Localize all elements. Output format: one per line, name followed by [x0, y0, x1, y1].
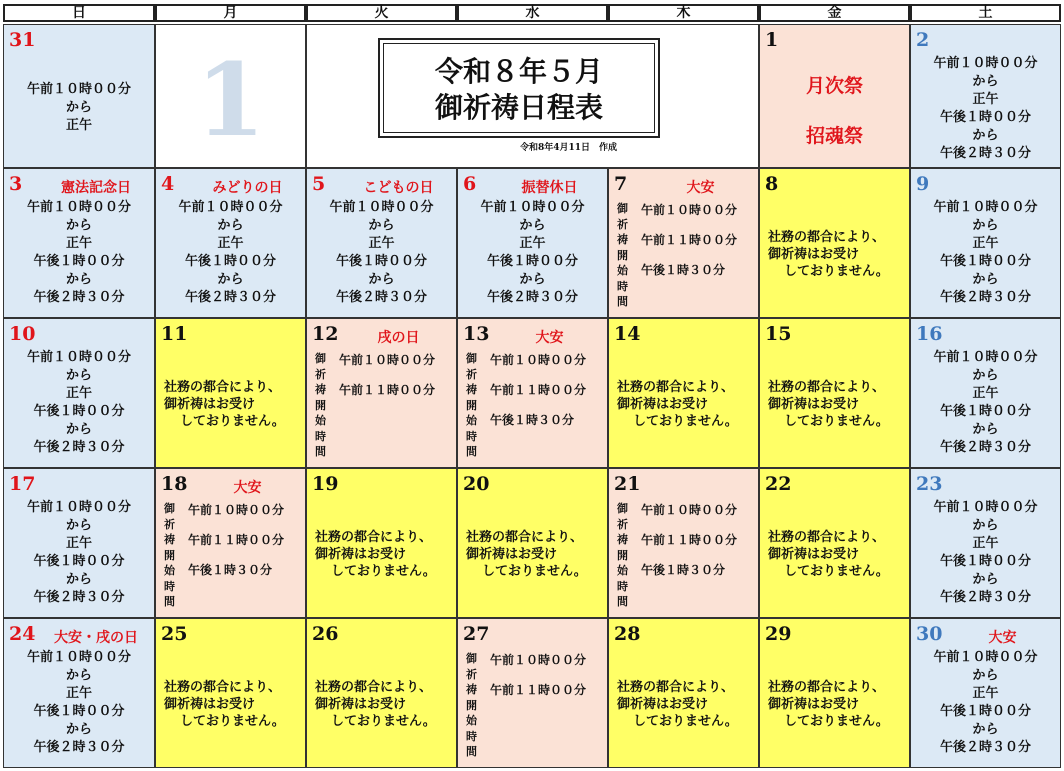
schedule-line: 正午 [972, 386, 999, 401]
schedule-line: 午後２時３０分 [939, 590, 1031, 605]
day-number: 9 [916, 173, 930, 195]
day-number: 14 [614, 323, 641, 345]
day-label: 振替休日 [521, 180, 578, 196]
vert-char: 始 [466, 414, 477, 427]
schedule-times [911, 499, 1060, 607]
closed-line: 社務の都合により、 [768, 380, 886, 395]
closed-line: 社務の都合により、 [164, 380, 282, 395]
vert-char: 始 [617, 564, 628, 577]
schedule-times [911, 199, 1060, 307]
day-cell-27 [457, 618, 608, 768]
schedule-line: 午前１０時００分 [26, 200, 131, 215]
weekday-header-tue: 火 [306, 4, 457, 22]
day-cell-13 [457, 318, 608, 468]
vert-char: 祈 [617, 517, 628, 531]
closed-notice [768, 229, 905, 280]
vert-char: 祈 [466, 367, 477, 381]
closed-line: しておりません。 [784, 564, 889, 579]
schedule-line: から [519, 272, 546, 287]
day-label: 大安・戌の日 [54, 630, 138, 646]
closed-line: しておりません。 [331, 564, 436, 579]
day-cell-25 [155, 618, 306, 768]
schedule-line: 午後２時３０分 [184, 290, 276, 305]
schedule-line: から [972, 422, 999, 437]
vert-char: 時 [466, 729, 477, 743]
schedule-line: から [65, 368, 92, 383]
closed-notice [768, 529, 905, 580]
schedule-line: 正午 [368, 236, 395, 251]
day-number: 10 [9, 323, 36, 345]
start-time-label [315, 351, 327, 460]
big-day-number: 1 [195, 41, 266, 159]
schedule-line: 正午 [217, 236, 244, 251]
day-number: 18 [161, 473, 188, 495]
schedule-line: 正午 [519, 236, 546, 251]
vert-char: 時 [164, 579, 175, 593]
day-cell-24 [3, 618, 155, 768]
schedule-line: 午後２時３０分 [33, 440, 125, 455]
vert-char: 間 [617, 595, 628, 608]
schedule-line: 午前１０時００分 [178, 200, 283, 215]
closed-line: 社務の都合により、 [768, 230, 886, 245]
vert-char: 間 [466, 445, 477, 458]
vert-char: 開 [617, 548, 628, 562]
schedule-line: から [368, 218, 395, 233]
day-number: 28 [614, 623, 641, 645]
start-time: 午前１０時００分 [188, 503, 285, 517]
day-number: 26 [312, 623, 339, 645]
day-cell-22 [759, 468, 910, 618]
closed-line: しておりません。 [180, 714, 285, 729]
start-time-label [466, 651, 478, 760]
vert-char: 始 [617, 264, 628, 277]
closed-line: 社務の都合により、 [164, 680, 282, 695]
closed-notice [164, 679, 301, 730]
schedule-line: 午前１０時００分 [26, 350, 131, 365]
schedule-line: 正午 [972, 536, 999, 551]
schedule-line: 午後１時００分 [184, 254, 276, 269]
closed-notice [466, 529, 603, 580]
closed-notice [768, 679, 905, 730]
day-number: 5 [312, 173, 326, 195]
closed-line: しておりません。 [784, 414, 889, 429]
schedule-line: 午後２時３０分 [939, 740, 1031, 755]
day-number: 24 [9, 623, 36, 645]
schedule-line: から [65, 722, 92, 737]
title-inner [383, 43, 655, 133]
vert-char: 間 [466, 745, 477, 758]
day-number: 1 [765, 29, 779, 51]
start-time: 午前１０時００分 [641, 203, 738, 217]
day-number: 31 [9, 29, 36, 51]
start-time: 午前１１時００分 [641, 233, 738, 247]
schedule-line: 正午 [65, 118, 92, 133]
closed-notice [315, 529, 452, 580]
day-number: 17 [9, 473, 36, 495]
start-time: 午後１時３０分 [641, 263, 726, 277]
closed-notice [768, 379, 905, 430]
day-label: 憲法記念日 [61, 180, 131, 196]
schedule-line: 正午 [65, 386, 92, 401]
schedule-line: から [972, 572, 999, 587]
schedule-line: 午後１時００分 [33, 554, 125, 569]
start-time-list [188, 503, 284, 593]
day-cell-2 [910, 24, 1061, 168]
schedule-line: 午後２時３０分 [939, 290, 1031, 305]
vert-char: 祷 [466, 383, 477, 396]
vert-char: 時 [617, 579, 628, 593]
vert-char: 祷 [315, 383, 326, 396]
schedule-line: から [65, 668, 92, 683]
vert-char: 御 [466, 652, 477, 665]
closed-notice [315, 679, 452, 730]
day-cell-18 [155, 468, 306, 618]
day-cell-20 [457, 468, 608, 618]
weekday-header-sat: 土 [910, 4, 1061, 22]
day-label: 大安 [233, 480, 262, 496]
closed-line: しておりません。 [784, 714, 889, 729]
schedule-line: 午後２時３０分 [33, 590, 125, 605]
vert-char: 祈 [315, 367, 326, 381]
day-label: こどもの日 [363, 180, 434, 196]
schedule-times [4, 349, 154, 457]
schedule-times [4, 199, 154, 307]
vert-char: 時 [466, 429, 477, 443]
day-number: 15 [765, 323, 792, 345]
schedule-line: から [972, 218, 999, 233]
schedule-line: 正午 [65, 236, 92, 251]
day-cell-21 [608, 468, 759, 618]
vert-char: 間 [164, 595, 175, 608]
schedule-line: 午後１時００分 [33, 254, 125, 269]
start-time: 午前１１時００分 [641, 533, 738, 547]
start-time: 午前１０時００分 [641, 503, 738, 517]
vert-char: 御 [164, 502, 175, 515]
day-label: 大安 [686, 180, 715, 196]
schedule-line: 午後１時００分 [33, 704, 125, 719]
schedule-times [4, 649, 154, 757]
vert-char: 御 [315, 352, 326, 365]
day-cell-6 [457, 168, 608, 318]
schedule-line: 正午 [65, 686, 92, 701]
start-time: 午前１０時００分 [339, 353, 436, 367]
title-line2: 御祈祷日程表 [434, 91, 603, 124]
schedule-line: から [972, 74, 999, 89]
title-box [378, 38, 660, 138]
vert-char: 御 [617, 502, 628, 515]
closed-line: 御祈祷はお受け [466, 547, 558, 562]
weekday-header-wed: 水 [457, 4, 608, 22]
start-time: 午前１１時００分 [188, 533, 285, 547]
weekday-header-sun: 日 [3, 4, 155, 22]
schedule-line: 正午 [972, 686, 999, 701]
vert-char: 祷 [164, 533, 175, 546]
vert-char: 御 [617, 202, 628, 215]
schedule-line: 午後１時００分 [33, 404, 125, 419]
vert-char: 始 [164, 564, 175, 577]
day-cell-8 [759, 168, 910, 318]
vert-char: 間 [315, 445, 326, 458]
schedule-line: から [972, 368, 999, 383]
schedule-line: から [65, 218, 92, 233]
day-cell-3 [3, 168, 155, 318]
vert-char: 始 [466, 714, 477, 727]
schedule-line: から [972, 272, 999, 287]
day-number: 12 [312, 323, 339, 345]
vert-char: 開 [617, 248, 628, 262]
schedule-line: 午後２時３０分 [335, 290, 427, 305]
start-time-label [617, 501, 629, 610]
day-cell-14 [608, 318, 759, 468]
day-cell-30 [910, 618, 1061, 768]
schedule-line: から [65, 518, 92, 533]
closed-line: 御祈祷はお受け [617, 397, 709, 412]
schedule-line: から [972, 128, 999, 143]
start-time-list [490, 353, 586, 443]
closed-line: 社務の都合により、 [768, 680, 886, 695]
schedule-line: から [368, 272, 395, 287]
schedule-line: 午後１時００分 [939, 110, 1031, 125]
schedule-line: から [65, 422, 92, 437]
schedule-line: 午前１０時００分 [933, 650, 1038, 665]
start-time-list [641, 203, 737, 293]
closed-notice [617, 379, 754, 430]
schedule-line: 午後１時００分 [335, 254, 427, 269]
vert-char: 開 [315, 398, 326, 412]
closed-notice [164, 379, 301, 430]
closed-line: 社務の都合により、 [315, 680, 433, 695]
closed-line: しておりません。 [633, 414, 738, 429]
vert-char: 祈 [617, 217, 628, 231]
vert-char: 時 [315, 429, 326, 443]
vert-char: 祈 [164, 517, 175, 531]
start-time: 午前１１時００分 [490, 683, 587, 697]
day-cell-12 [306, 318, 457, 468]
start-time-label [164, 501, 176, 610]
closed-line: 御祈祷はお受け [315, 697, 407, 712]
schedule-line: 午前１０時００分 [933, 200, 1038, 215]
closed-line: 御祈祷はお受け [768, 697, 860, 712]
day-cell-9 [910, 168, 1061, 318]
start-time-list [490, 653, 586, 713]
schedule-line: から [972, 668, 999, 683]
schedule-line: から [65, 572, 92, 587]
schedule-times [156, 199, 305, 307]
day-cell-17 [3, 468, 155, 618]
schedule-times [4, 81, 154, 135]
closed-line: 社務の都合により、 [768, 530, 886, 545]
day-cell-23 [910, 468, 1061, 618]
day-number: 25 [161, 623, 188, 645]
closed-line: しておりません。 [784, 264, 889, 279]
day-number: 22 [765, 473, 792, 495]
closed-line: 御祈祷はお受け [315, 547, 407, 562]
day-number: 16 [916, 323, 943, 345]
schedule-times [911, 649, 1060, 757]
closed-line: 御祈祷はお受け [768, 547, 860, 562]
day-number: 8 [765, 173, 779, 195]
start-time: 午後１時３０分 [490, 413, 575, 427]
day-label: 大安 [988, 630, 1017, 646]
start-time-list [641, 503, 737, 593]
closed-line: 社務の都合により、 [617, 680, 735, 695]
start-time: 午前１０時００分 [490, 353, 587, 367]
weekday-header-fri: 金 [759, 4, 910, 22]
day-number: 20 [463, 473, 490, 495]
closed-line: 御祈祷はお受け [768, 247, 860, 262]
day-cell-15 [759, 318, 910, 468]
start-time: 午前１１時００分 [339, 383, 436, 397]
schedule-line: 午前１０時００分 [933, 500, 1038, 515]
start-time: 午後１時３０分 [641, 563, 726, 577]
event-label: 月次祭 [805, 75, 863, 97]
closed-line: 御祈祷はお受け [164, 697, 256, 712]
weekday-header-thu: 木 [608, 4, 759, 22]
closed-line: しておりません。 [331, 714, 436, 729]
day-cell-31 [3, 24, 155, 168]
day-cell-11 [155, 318, 306, 468]
closed-line: 社務の都合により、 [466, 530, 584, 545]
schedule-line: 午後１時００分 [939, 554, 1031, 569]
start-time-label [466, 351, 478, 460]
schedule-line: から [972, 722, 999, 737]
day-cell-19 [306, 468, 457, 618]
schedule-times [911, 349, 1060, 457]
schedule-times [4, 499, 154, 607]
day-number: 7 [614, 173, 628, 195]
start-time: 午後１時３０分 [188, 563, 273, 577]
vert-char: 祷 [617, 533, 628, 546]
schedule-line: 午後１時００分 [486, 254, 578, 269]
day-number: 2 [916, 29, 930, 51]
vert-char: 祈 [466, 667, 477, 681]
schedule-times [911, 55, 1060, 163]
day-label: 大安 [535, 330, 564, 346]
schedule-line: 午後１時００分 [939, 404, 1031, 419]
vert-char: 開 [466, 398, 477, 412]
day-number: 21 [614, 473, 641, 495]
vert-char: 御 [466, 352, 477, 365]
schedule-line: 午前１０時００分 [933, 350, 1038, 365]
schedule-line: 午後２時３０分 [939, 146, 1031, 161]
closed-line: 御祈祷はお受け [617, 697, 709, 712]
day-number: 29 [765, 623, 792, 645]
start-time-list [339, 353, 435, 413]
schedule-line: 午後２時３０分 [33, 740, 125, 755]
day-cell-16 [910, 318, 1061, 468]
title-line1: 令和８年５月 [434, 55, 603, 88]
schedule-line: から [65, 100, 92, 115]
schedule-line: 午前１０時００分 [26, 500, 131, 515]
schedule-line: 正午 [972, 92, 999, 107]
vert-char: 始 [315, 414, 326, 427]
closed-line: 社務の都合により、 [617, 380, 735, 395]
day-number: 6 [463, 173, 477, 195]
day-number: 27 [463, 623, 490, 645]
vert-char: 間 [617, 295, 628, 308]
day-number: 4 [161, 173, 175, 195]
day-cell-5 [306, 168, 457, 318]
closed-line: 御祈祷はお受け [164, 397, 256, 412]
vert-char: 祷 [617, 233, 628, 246]
schedule-line: 午後１時００分 [939, 704, 1031, 719]
closed-line: 社務の都合により、 [315, 530, 433, 545]
schedule-line: から [65, 272, 92, 287]
start-time-label [617, 201, 629, 310]
created-date: 令和8年4月11日 作成 [520, 143, 618, 153]
closed-line: しておりません。 [180, 414, 285, 429]
schedule-line: から [217, 272, 244, 287]
schedule-line: 午前１０時００分 [933, 56, 1038, 71]
schedule-line: 午後２時３０分 [33, 290, 125, 305]
vert-char: 開 [466, 698, 477, 712]
start-time: 午前１０時００分 [490, 653, 587, 667]
vert-char: 祷 [466, 683, 477, 696]
day-cell-26 [306, 618, 457, 768]
day-cell-10 [3, 318, 155, 468]
schedule-line: 午前１０時００分 [26, 650, 131, 665]
schedule-line: 午前１０時００分 [26, 82, 131, 97]
day-cell-fri-1 [759, 24, 910, 168]
day-number: 13 [463, 323, 490, 345]
schedule-line: から [519, 218, 546, 233]
closed-line: 御祈祷はお受け [768, 397, 860, 412]
day-label: みどりの日 [212, 180, 283, 196]
schedule-line: から [972, 518, 999, 533]
schedule-line: 午前１０時００分 [329, 200, 434, 215]
day-cell-1 [155, 24, 306, 168]
day-number: 19 [312, 473, 339, 495]
weekday-header-mon: 月 [155, 4, 306, 22]
start-time: 午前１１時００分 [490, 383, 587, 397]
day-cell-4 [155, 168, 306, 318]
schedule-line: 午後１時００分 [939, 254, 1031, 269]
vert-char: 開 [164, 548, 175, 562]
schedule-times [458, 199, 607, 307]
day-number: 30 [916, 623, 943, 645]
day-cell-7 [608, 168, 759, 318]
schedule-line: 正午 [65, 536, 92, 551]
closed-notice [617, 679, 754, 730]
closed-line: しておりません。 [633, 714, 738, 729]
day-number: 3 [9, 173, 23, 195]
closed-line: しておりません。 [482, 564, 587, 579]
schedule-line: 正午 [972, 236, 999, 251]
schedule-times [307, 199, 456, 307]
schedule-line: 午後２時３０分 [486, 290, 578, 305]
event-label: 招魂祭 [805, 125, 863, 147]
day-cell-28 [608, 618, 759, 768]
vert-char: 時 [617, 279, 628, 293]
schedule-line: 午後２時３０分 [939, 440, 1031, 455]
day-number: 11 [161, 323, 188, 345]
schedule-line: 午前１０時００分 [480, 200, 585, 215]
schedule-line: から [217, 218, 244, 233]
day-cell-29 [759, 618, 910, 768]
day-number: 23 [916, 473, 943, 495]
day-label: 戌の日 [377, 330, 420, 346]
